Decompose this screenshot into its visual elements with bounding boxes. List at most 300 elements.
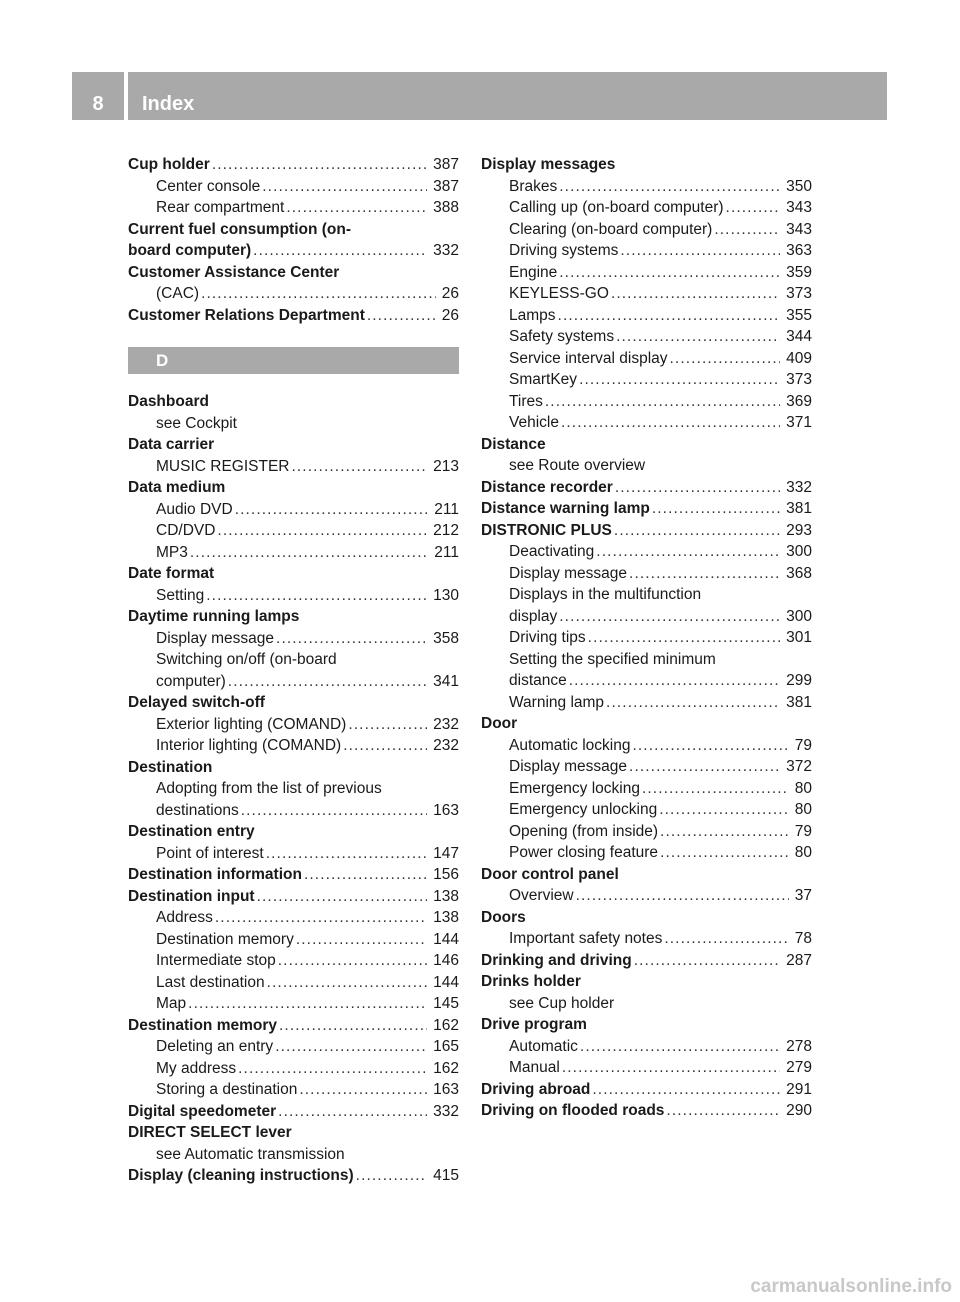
entry-text: Delayed switch-off [128, 694, 265, 711]
dot-leader [215, 907, 427, 929]
index-subentry [128, 1144, 459, 1166]
index-subentry [481, 262, 812, 284]
entry-text: SmartKey [509, 371, 578, 388]
page-reference: 381 [786, 500, 812, 517]
dot-leader [579, 369, 780, 391]
entry-text: Daytime running lamps [128, 608, 300, 625]
entry-text: Clearing (on-board computer) [509, 220, 713, 238]
page-reference: 147 [433, 844, 459, 862]
page-reference: 278 [786, 1037, 812, 1055]
page-reference: 299 [786, 672, 812, 689]
index-subentry [481, 240, 812, 262]
entry-text: see Cockpit [156, 414, 237, 432]
page-reference: 369 [786, 392, 812, 410]
entry-text: see Cup holder [509, 994, 615, 1012]
index-entry [128, 240, 459, 262]
dot-leader [266, 843, 427, 865]
entry-text: Emergency locking [509, 779, 640, 797]
index-subentry [128, 283, 459, 305]
entry-text: Last destination [156, 973, 265, 991]
entry-text: Display messages [481, 156, 616, 173]
entry-text: distance [509, 672, 567, 689]
index-subentry [128, 843, 459, 865]
dot-leader [592, 1079, 780, 1101]
index-entry [481, 1100, 812, 1122]
page-reference: 232 [433, 737, 459, 754]
entry-text: see Automatic transmission [156, 1145, 345, 1163]
index-subentry [481, 326, 812, 348]
index-entry [128, 886, 459, 908]
index-subentry [481, 391, 812, 413]
index-entry [128, 864, 459, 886]
dot-leader [634, 950, 780, 972]
index-subentry [128, 714, 459, 736]
entry-text: Deleting an entry [156, 1038, 274, 1055]
index-subentry [128, 778, 459, 800]
page-reference: 381 [786, 693, 812, 711]
dot-leader [188, 993, 427, 1015]
entry-text: Overview [509, 887, 574, 904]
page-reference: 130 [433, 586, 459, 604]
index-entry [128, 219, 459, 241]
index-entry [128, 757, 459, 779]
entry-text: Current fuel consumption (on- [128, 220, 352, 238]
dot-leader [190, 542, 428, 564]
dot-leader [559, 176, 780, 198]
index-subentry [128, 456, 459, 478]
index-subentry [481, 885, 812, 907]
page-reference: 343 [786, 220, 812, 238]
entry-text: see Route overview [509, 457, 646, 474]
dot-leader [714, 219, 780, 241]
index-subentry [128, 929, 459, 951]
page-reference: 162 [433, 1059, 459, 1077]
dot-leader [262, 176, 427, 198]
entry-text: Storing a destination [156, 1081, 298, 1098]
index-subentry [128, 413, 459, 435]
index-subentry [481, 778, 812, 800]
index-subentry [481, 692, 812, 714]
dot-leader [562, 1057, 780, 1079]
index-entry [481, 498, 812, 520]
index-entry [481, 713, 812, 735]
page-title: Index [142, 93, 195, 115]
page-reference: 368 [786, 564, 812, 582]
index-entry [481, 971, 812, 993]
entry-text: Rear compartment [156, 199, 285, 216]
entry-text: Opening (from inside) [509, 822, 659, 840]
index-subentry [128, 993, 459, 1015]
index-subentry [481, 197, 812, 219]
page-reference: 332 [786, 478, 812, 496]
page-reference: 373 [786, 285, 812, 302]
entry-text: Driving on flooded roads [481, 1102, 665, 1119]
entry-text: Door control panel [481, 865, 619, 883]
page-reference: 332 [433, 242, 459, 259]
index-entry [481, 477, 812, 499]
dot-leader [299, 1079, 427, 1101]
entry-text: Destination [128, 758, 213, 776]
dot-leader [228, 671, 427, 693]
index-subentry [481, 993, 812, 1015]
dot-leader [629, 756, 780, 778]
index-subentry [481, 541, 812, 563]
page-reference: 300 [786, 607, 812, 625]
entry-text: Power closing feature [509, 844, 659, 861]
entry-text: Distance warning lamp [481, 500, 650, 517]
entry-text: Exterior lighting (COMAND) [156, 715, 347, 733]
dot-leader [559, 262, 780, 284]
entry-text: Digital speedometer [128, 1102, 277, 1120]
page-reference: 80 [794, 844, 812, 861]
header-divider [124, 72, 128, 120]
dot-leader [235, 499, 429, 521]
index-entry [128, 477, 459, 499]
index-subentry [481, 369, 812, 391]
dot-leader [620, 240, 780, 262]
entry-text: Display (cleaning instructions) [128, 1167, 354, 1184]
page-reference: 409 [786, 349, 812, 367]
index-entry [481, 434, 812, 456]
page-reference: 359 [786, 263, 812, 281]
index-subentry [481, 670, 812, 692]
index-entry [481, 154, 812, 176]
index-entry [481, 950, 812, 972]
entry-text: Safety systems [509, 328, 615, 345]
index-entry [128, 154, 459, 176]
page-reference: 388 [433, 199, 459, 216]
dot-leader [659, 799, 789, 821]
entry-text: Display message [509, 758, 628, 775]
page-reference: 138 [433, 887, 459, 905]
index-entry [128, 692, 459, 714]
index-entry [128, 821, 459, 843]
index-subentry [128, 542, 459, 564]
entry-text: Dashboard [128, 393, 209, 410]
page-reference: 138 [433, 909, 459, 926]
page-reference: 358 [433, 629, 459, 647]
dot-leader [201, 283, 436, 305]
page-reference: 80 [794, 801, 812, 818]
dot-leader [343, 735, 427, 757]
index-subentry [481, 176, 812, 198]
page-reference: 300 [786, 543, 812, 560]
page-reference: 232 [433, 715, 459, 733]
index-entry [128, 563, 459, 585]
entry-text: Intermediate stop [156, 952, 276, 969]
entry-text: Destination information [128, 866, 302, 883]
dot-leader [559, 606, 780, 628]
page-reference: 162 [433, 1016, 459, 1034]
index-entry [128, 1015, 459, 1037]
entry-text: computer) [156, 672, 226, 690]
dot-leader [642, 778, 789, 800]
dot-leader [596, 541, 780, 563]
entry-text: Display message [509, 564, 628, 582]
entry-text: Driving systems [509, 242, 619, 259]
index-subentry [128, 800, 459, 822]
dot-leader [576, 885, 789, 907]
page-reference: 291 [786, 1080, 812, 1098]
index-subentry [481, 606, 812, 628]
page-reference: 287 [786, 951, 812, 969]
dot-leader [652, 498, 780, 520]
page-reference: 332 [433, 1102, 459, 1120]
entry-text: (CAC) [156, 285, 200, 302]
index-subentry [481, 1057, 812, 1079]
entry-text: DISTRONIC PLUS [481, 521, 612, 539]
page-header [72, 72, 887, 120]
page-reference: 78 [794, 930, 812, 947]
page-reference: 372 [786, 758, 812, 775]
page-reference: 373 [786, 371, 812, 388]
dot-leader [606, 692, 780, 714]
page-reference: 156 [433, 866, 459, 883]
index-entry [128, 305, 459, 327]
index-entry [481, 864, 812, 886]
entry-text: Calling up (on-board computer) [509, 199, 724, 216]
entry-text: Destination memory [128, 1016, 278, 1034]
dot-leader [286, 197, 427, 219]
entry-text: Switching on/off (on-board [156, 651, 337, 668]
entry-text: Point of interest [156, 844, 264, 862]
section-letter-bar: D [128, 347, 459, 374]
index-subentry [481, 735, 812, 757]
entry-text: Adopting from the list of previous [156, 780, 382, 797]
dot-leader [238, 1058, 427, 1080]
page-reference: 165 [433, 1038, 459, 1055]
index-subentry [128, 1036, 459, 1058]
dot-leader [666, 1100, 780, 1122]
index-entry [128, 1101, 459, 1123]
page-reference: 211 [434, 543, 459, 561]
index-subentry [128, 907, 459, 929]
page-reference: 341 [433, 672, 459, 690]
dot-leader [206, 585, 427, 607]
entry-text: Tires [509, 392, 543, 410]
page-reference: 79 [794, 736, 812, 754]
index-subentry [481, 412, 812, 434]
index-subentry [481, 821, 812, 843]
index-entry [128, 1122, 459, 1144]
dot-leader [660, 842, 789, 864]
page-reference: 80 [794, 779, 812, 797]
dot-leader [588, 627, 780, 649]
entry-text: destinations [156, 801, 239, 819]
dot-leader [616, 326, 780, 348]
index-column-left [128, 154, 459, 1187]
entry-text: Data carrier [128, 436, 215, 453]
entry-text: Warning lamp [509, 693, 605, 711]
page-reference: 211 [434, 500, 459, 518]
entry-text: Destination entry [128, 823, 255, 840]
entry-text: Interior lighting (COMAND) [156, 737, 342, 754]
page-reference: 279 [786, 1059, 812, 1076]
dot-leader [348, 714, 427, 736]
dot-leader [257, 886, 428, 908]
entry-text: MUSIC REGISTER [156, 457, 290, 475]
page-number: 8 [92, 93, 104, 115]
index-entry [128, 391, 459, 413]
entry-text: Automatic locking [509, 736, 631, 754]
entry-text: Driving tips [509, 629, 586, 646]
page-reference: 355 [786, 306, 812, 324]
index-entry [481, 907, 812, 929]
page-reference: 144 [433, 930, 459, 948]
index-subentry [128, 972, 459, 994]
index-subentry [481, 649, 812, 671]
entry-text: Setting the specified minimum [509, 650, 716, 668]
page-reference: 293 [786, 521, 812, 539]
index-subentry [128, 735, 459, 757]
dot-leader [275, 1036, 427, 1058]
page-reference: 26 [441, 306, 459, 324]
dot-leader [267, 972, 428, 994]
watermark: carmanualsonline.info [750, 1276, 952, 1297]
entry-text: DIRECT SELECT lever [128, 1124, 292, 1141]
dot-leader [279, 1015, 427, 1037]
page-reference: 290 [786, 1102, 812, 1119]
dot-leader [356, 1165, 427, 1187]
entry-text: Customer Assistance Center [128, 263, 340, 281]
dot-leader [304, 864, 427, 886]
dot-leader [212, 154, 427, 176]
page-reference: 163 [433, 1081, 459, 1098]
entry-text: Display message [156, 629, 275, 647]
entry-text: MP3 [156, 543, 188, 561]
page-reference: 301 [786, 629, 812, 646]
dot-leader [278, 950, 427, 972]
index-subentry [128, 585, 459, 607]
dot-leader [558, 305, 781, 327]
index-subentry [128, 176, 459, 198]
entry-text: Distance recorder [481, 478, 613, 496]
index-subentry [481, 756, 812, 778]
page-reference: 343 [786, 199, 812, 216]
entry-text: Distance [481, 435, 546, 453]
index-subentry [481, 455, 812, 477]
entry-text: Drinking and driving [481, 951, 632, 969]
dot-leader [276, 628, 427, 650]
entry-text: Cup holder [128, 156, 210, 173]
index-entry [481, 1014, 812, 1036]
page-reference: 163 [433, 801, 459, 819]
page-reference: 350 [786, 177, 812, 195]
index-subentry [128, 499, 459, 521]
entry-text: Customer Relations Department [128, 306, 365, 324]
entry-text: Emergency unlocking [509, 801, 658, 818]
entry-text: Engine [509, 263, 558, 281]
page-reference: 415 [433, 1167, 459, 1184]
dot-leader [611, 283, 780, 305]
entry-text: Drinks holder [481, 973, 581, 990]
index-subentry [128, 197, 459, 219]
index-subentry [128, 1079, 459, 1101]
index-subentry [481, 842, 812, 864]
page-reference: 387 [433, 177, 459, 195]
dot-leader [664, 928, 788, 950]
page-reference: 371 [786, 414, 812, 431]
index-subentry [481, 563, 812, 585]
entry-text: Door [481, 715, 518, 732]
page-reference: 26 [441, 285, 459, 302]
entry-text: KEYLESS-GO [509, 285, 609, 302]
page-reference: 145 [433, 995, 459, 1012]
dot-leader [569, 670, 780, 692]
dot-leader [278, 1101, 427, 1123]
entry-text: Map [156, 995, 187, 1012]
index-subentry [481, 799, 812, 821]
dot-leader [632, 735, 788, 757]
page-reference: 212 [433, 522, 459, 539]
index-entry [128, 1165, 459, 1187]
page-reference: 363 [786, 242, 812, 259]
entry-text: Driving abroad [481, 1080, 591, 1098]
dot-leader [253, 240, 427, 262]
index-entry [128, 606, 459, 628]
index-subentry [481, 219, 812, 241]
entry-text: Important safety notes [509, 930, 663, 947]
entry-text: CD/DVD [156, 522, 216, 539]
index-subentry [481, 1036, 812, 1058]
index-entry [128, 434, 459, 456]
entry-text: Center console [156, 177, 261, 195]
index-entry [481, 1079, 812, 1101]
dot-leader [291, 456, 427, 478]
dot-leader [545, 391, 780, 413]
entry-text: Vehicle [509, 414, 559, 431]
index-column-right [481, 154, 812, 1122]
entry-text: Automatic [509, 1037, 578, 1055]
page-reference: 146 [433, 952, 459, 969]
entry-text: Destination memory [156, 930, 294, 948]
index-subentry [128, 950, 459, 972]
index-subentry [481, 584, 812, 606]
dot-leader [580, 1036, 780, 1058]
entry-text: My address [156, 1059, 237, 1077]
index-subentry [481, 305, 812, 327]
entry-text: Manual [509, 1059, 560, 1076]
entry-text: Setting [156, 586, 205, 604]
dot-leader [660, 821, 789, 843]
page-reference: 387 [433, 156, 459, 173]
index-entry [481, 520, 812, 542]
page-reference: 144 [433, 973, 459, 991]
page-reference: 37 [794, 887, 812, 904]
dot-leader [217, 520, 427, 542]
index-subentry [128, 649, 459, 671]
entry-text: Doors [481, 908, 526, 926]
entry-text: Drive program [481, 1016, 587, 1033]
entry-text: Address [156, 909, 213, 926]
index-subentry [128, 520, 459, 542]
dot-leader [615, 477, 780, 499]
entry-text: Deactivating [509, 543, 595, 560]
index-entry [128, 262, 459, 284]
entry-text: Displays in the multifunction [509, 586, 702, 603]
page-reference: 344 [786, 328, 812, 345]
page-reference: 79 [794, 822, 812, 840]
entry-text: Lamps [509, 306, 556, 324]
index-subentry [481, 928, 812, 950]
dot-leader [670, 348, 781, 370]
dot-leader [629, 563, 780, 585]
entry-text: Audio DVD [156, 500, 233, 518]
dot-leader [726, 197, 781, 219]
index-subentry [481, 283, 812, 305]
entry-text: Destination input [128, 887, 255, 905]
index-subentry [128, 1058, 459, 1080]
